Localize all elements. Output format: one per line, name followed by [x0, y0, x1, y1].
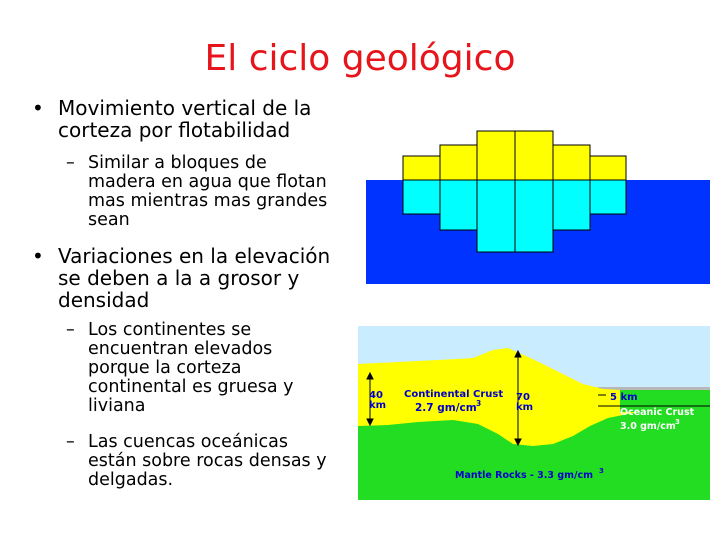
- dash-marker: –: [66, 153, 75, 173]
- bullet-text: [58, 245, 330, 311]
- sub-bullet-text: [88, 321, 293, 416]
- block-1-below-water: [403, 180, 440, 214]
- continental-density-exponent: 3: [476, 399, 482, 408]
- block-2-above-water: [440, 145, 477, 180]
- thickness-unit-40: km: [369, 400, 387, 411]
- dash-marker: –: [66, 432, 75, 452]
- block-3-above-water: [477, 131, 515, 180]
- bullet-line: Los continentes se: [88, 320, 252, 340]
- ocean-thickness-label: 5 km: [610, 392, 638, 403]
- bullet-line: continental es gruesa y: [88, 377, 294, 397]
- bullet-line: porque la corteza: [88, 358, 242, 378]
- bullet-line: madera en agua que flotan: [88, 172, 327, 192]
- mantle-rocks-label: Mantle Rocks - 3.3 gm/cm: [455, 470, 594, 481]
- bullet-line: corteza por flotabilidad: [58, 118, 291, 142]
- block-2-below-water: [440, 180, 477, 230]
- thickness-value-40: 40: [369, 390, 383, 401]
- crust-cross-section-figure: [358, 326, 710, 500]
- bullet-line: densidad: [58, 288, 150, 312]
- block-6-below-water: [590, 180, 626, 214]
- bullet-marker: •: [32, 244, 44, 268]
- sub-bullet-text: [88, 154, 327, 230]
- bullet-marker: •: [32, 96, 44, 120]
- oceanic-crust-label: Oceanic Crust: [620, 407, 695, 418]
- block-6-above-water: [590, 156, 626, 180]
- block-4-below-water: [515, 180, 553, 252]
- bullet-line: encuentran elevados: [88, 339, 273, 359]
- slide-title: El ciclo geológico: [204, 38, 516, 79]
- bullet-line: están sobre rocas densas y: [88, 451, 327, 471]
- dash-marker: –: [66, 320, 75, 340]
- block-5-below-water: [553, 180, 590, 230]
- continental-density: 2.7 gm/cm: [415, 402, 477, 414]
- bullet-line: Similar a bloques de: [88, 153, 267, 173]
- bullet-line: Las cuencas oceánicas: [88, 432, 288, 452]
- bullet-line: Variaciones en la elevación: [58, 244, 331, 268]
- bullet-line: mas mientras mas grandes: [88, 191, 328, 211]
- sub-bullet-text: [88, 433, 327, 490]
- mantle-density-exponent: 3: [599, 467, 604, 475]
- block-5-above-water: [553, 145, 590, 180]
- oceanic-density-exponent: 3: [675, 418, 680, 426]
- buoyancy-blocks-figure: [366, 128, 710, 284]
- block-4-above-water: [515, 131, 553, 180]
- continental-crust-label: Continental Crust: [404, 389, 504, 400]
- bullet-line: sean: [88, 210, 130, 230]
- bullet-line: delgadas.: [88, 470, 174, 490]
- block-1-above-water: [403, 156, 440, 180]
- bullet-line: liviana: [88, 396, 146, 416]
- bullet-line: Movimiento vertical de la: [58, 96, 312, 120]
- bullet-text: [58, 97, 311, 141]
- oceanic-density: 3.0 gm/cm: [620, 421, 676, 432]
- thickness-unit-70: km: [516, 402, 534, 413]
- block-3-below-water: [477, 180, 515, 252]
- thickness-value-70: 70: [516, 392, 530, 403]
- bullet-line: se deben a la a grosor y: [58, 266, 300, 290]
